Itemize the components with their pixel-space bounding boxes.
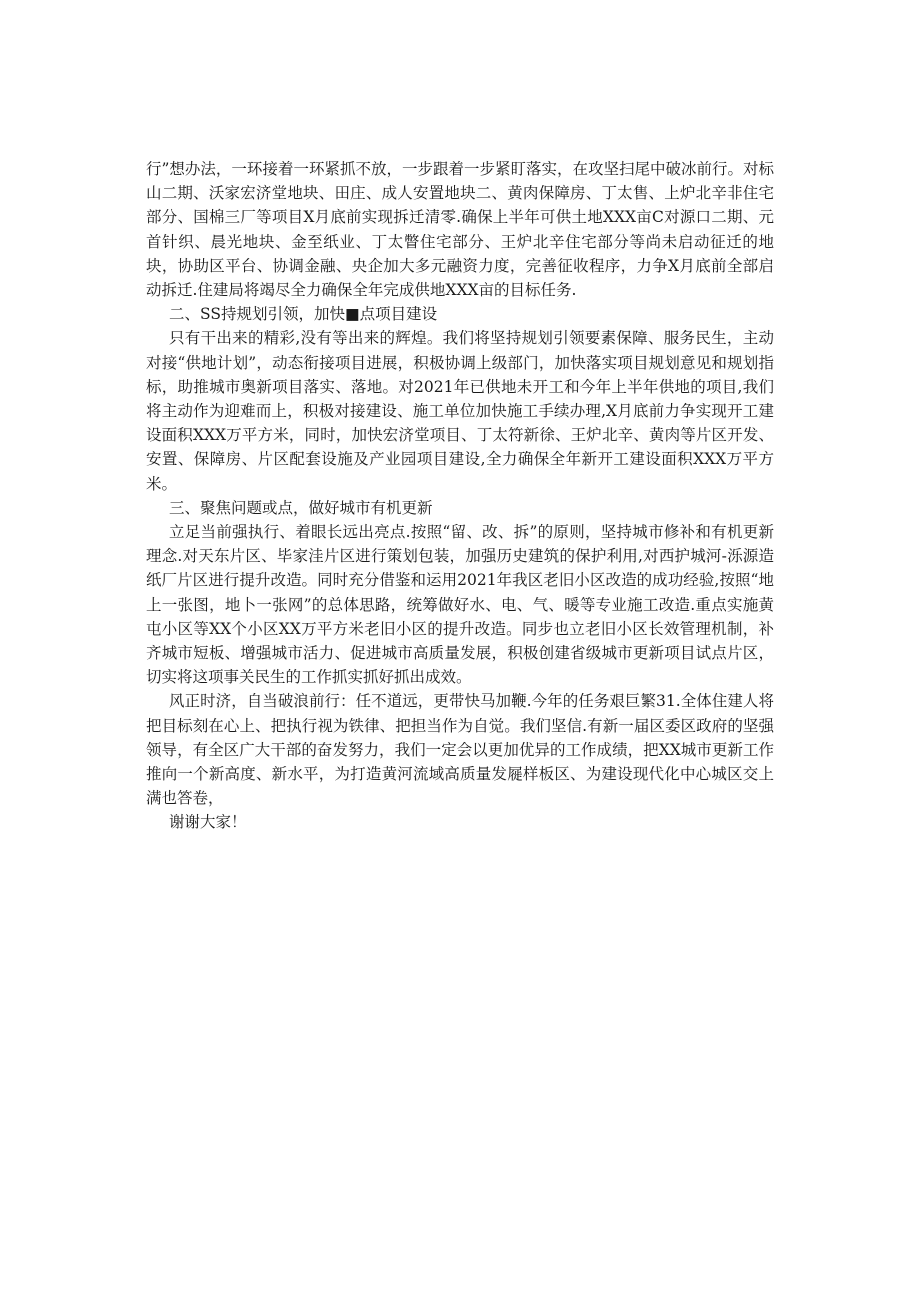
section-heading-renewal: 三、聚焦问题或点，做好城市有机更新: [169, 498, 433, 517]
paragraph-renewal: 立足当前强执行、着眼长远出亮点.按照“留、改、拆”的原则，坚持城市修补和有机更新理念.对天东片区、毕家洼片区进行策划包装，加强历史建筑的保护利用,对西护城河-泺源造纸厂片区进行提升改造。同时充分借鉴和运用2021年我区老旧小区改造的成功经验,按照“地上一张图，地卜一张网”的总体思路，统筹做好水、电、气、暖等专业施工改造.重点实施黄屯小区等XX个小区XX万平方米老旧小区的提升改造。同步也立老旧小区长效管理机制，补齐城市短板、增强城市活力、促进城市高质量发展，积极创建省级城市更新项目试点片区，切实将这项事关民生的工作抓实抓好抓出成效。: [146, 523, 774, 687]
paragraph-thanks: 谢谢大家！: [169, 813, 247, 832]
paragraph-demolition: 行”想办法，一环接着一环紧抓不放，一步跟着一步紧盯落实，在攻坚扫尾中破冰前行。对标山二期、沃家宏济堂地块、田庄、成人安置地块二、黄肉保障房、丁太售、上炉北辛非住宅部分、国棉三厂等项目X月底前实现拆迁清零.确保上半年可供土地XXX亩C对源口二期、元首针织、晨光地块、金至纸业、丁太瞥住宅部分、王炉北辛住宅部分等尚未启动征迁的地块，协助区平台、协调金融、央企加大多元融资力度，完善征收程序，力争X月底前全部启动拆迁.住建局将竭尽全力确保全年完成供地XXX亩的目标任务.: [146, 160, 774, 300]
document-page: [146, 157, 774, 835]
section-heading-planning: 二、SS持规划引领，加快■点项目建设: [169, 305, 438, 324]
paragraph-planning: 只有干出来的精彩,没有等出来的辉煌。我们将坚持规划引领要素保障、服务民生，主动对接“供地计划”，动态衔接项目进展，积极协调上级部门，加快落实项目规划意见和规划指标，助推城市奥新项目落实、落地。对2021年已供地未开工和今年上半年供地的项目,我们将主动作为迎难而上，积极对接建设、施工单位加快施工手续办理,X月底前力争实现开工建设面积XXX万平方米，同时，加快宏济堂项目、丁太符新徐、王炉北辛、黄肉等片区开发、安置、保障房、片区配套设施及产业园项目建设,全力确保全年新开工建设面积XXX万平方米。: [146, 329, 774, 493]
paragraph-closing: 风正时济，自当破浪前行：任不道远，更带快马加鞭.今年的任务艰巨繁31.全体住建人将把目标刻在心上、把执行视为铁律、把担当作为自觉。我们坚信.有新一届区委区政府的坚强领导，有全区广大干部的奋发努力，我们一定会以更加优异的工作成绩，把XX城市更新工作推向一个新高度、新水平，为打造黄河流域高质量发屣样板区、为建设现代化中心城区交上满也答卷，: [146, 692, 774, 808]
